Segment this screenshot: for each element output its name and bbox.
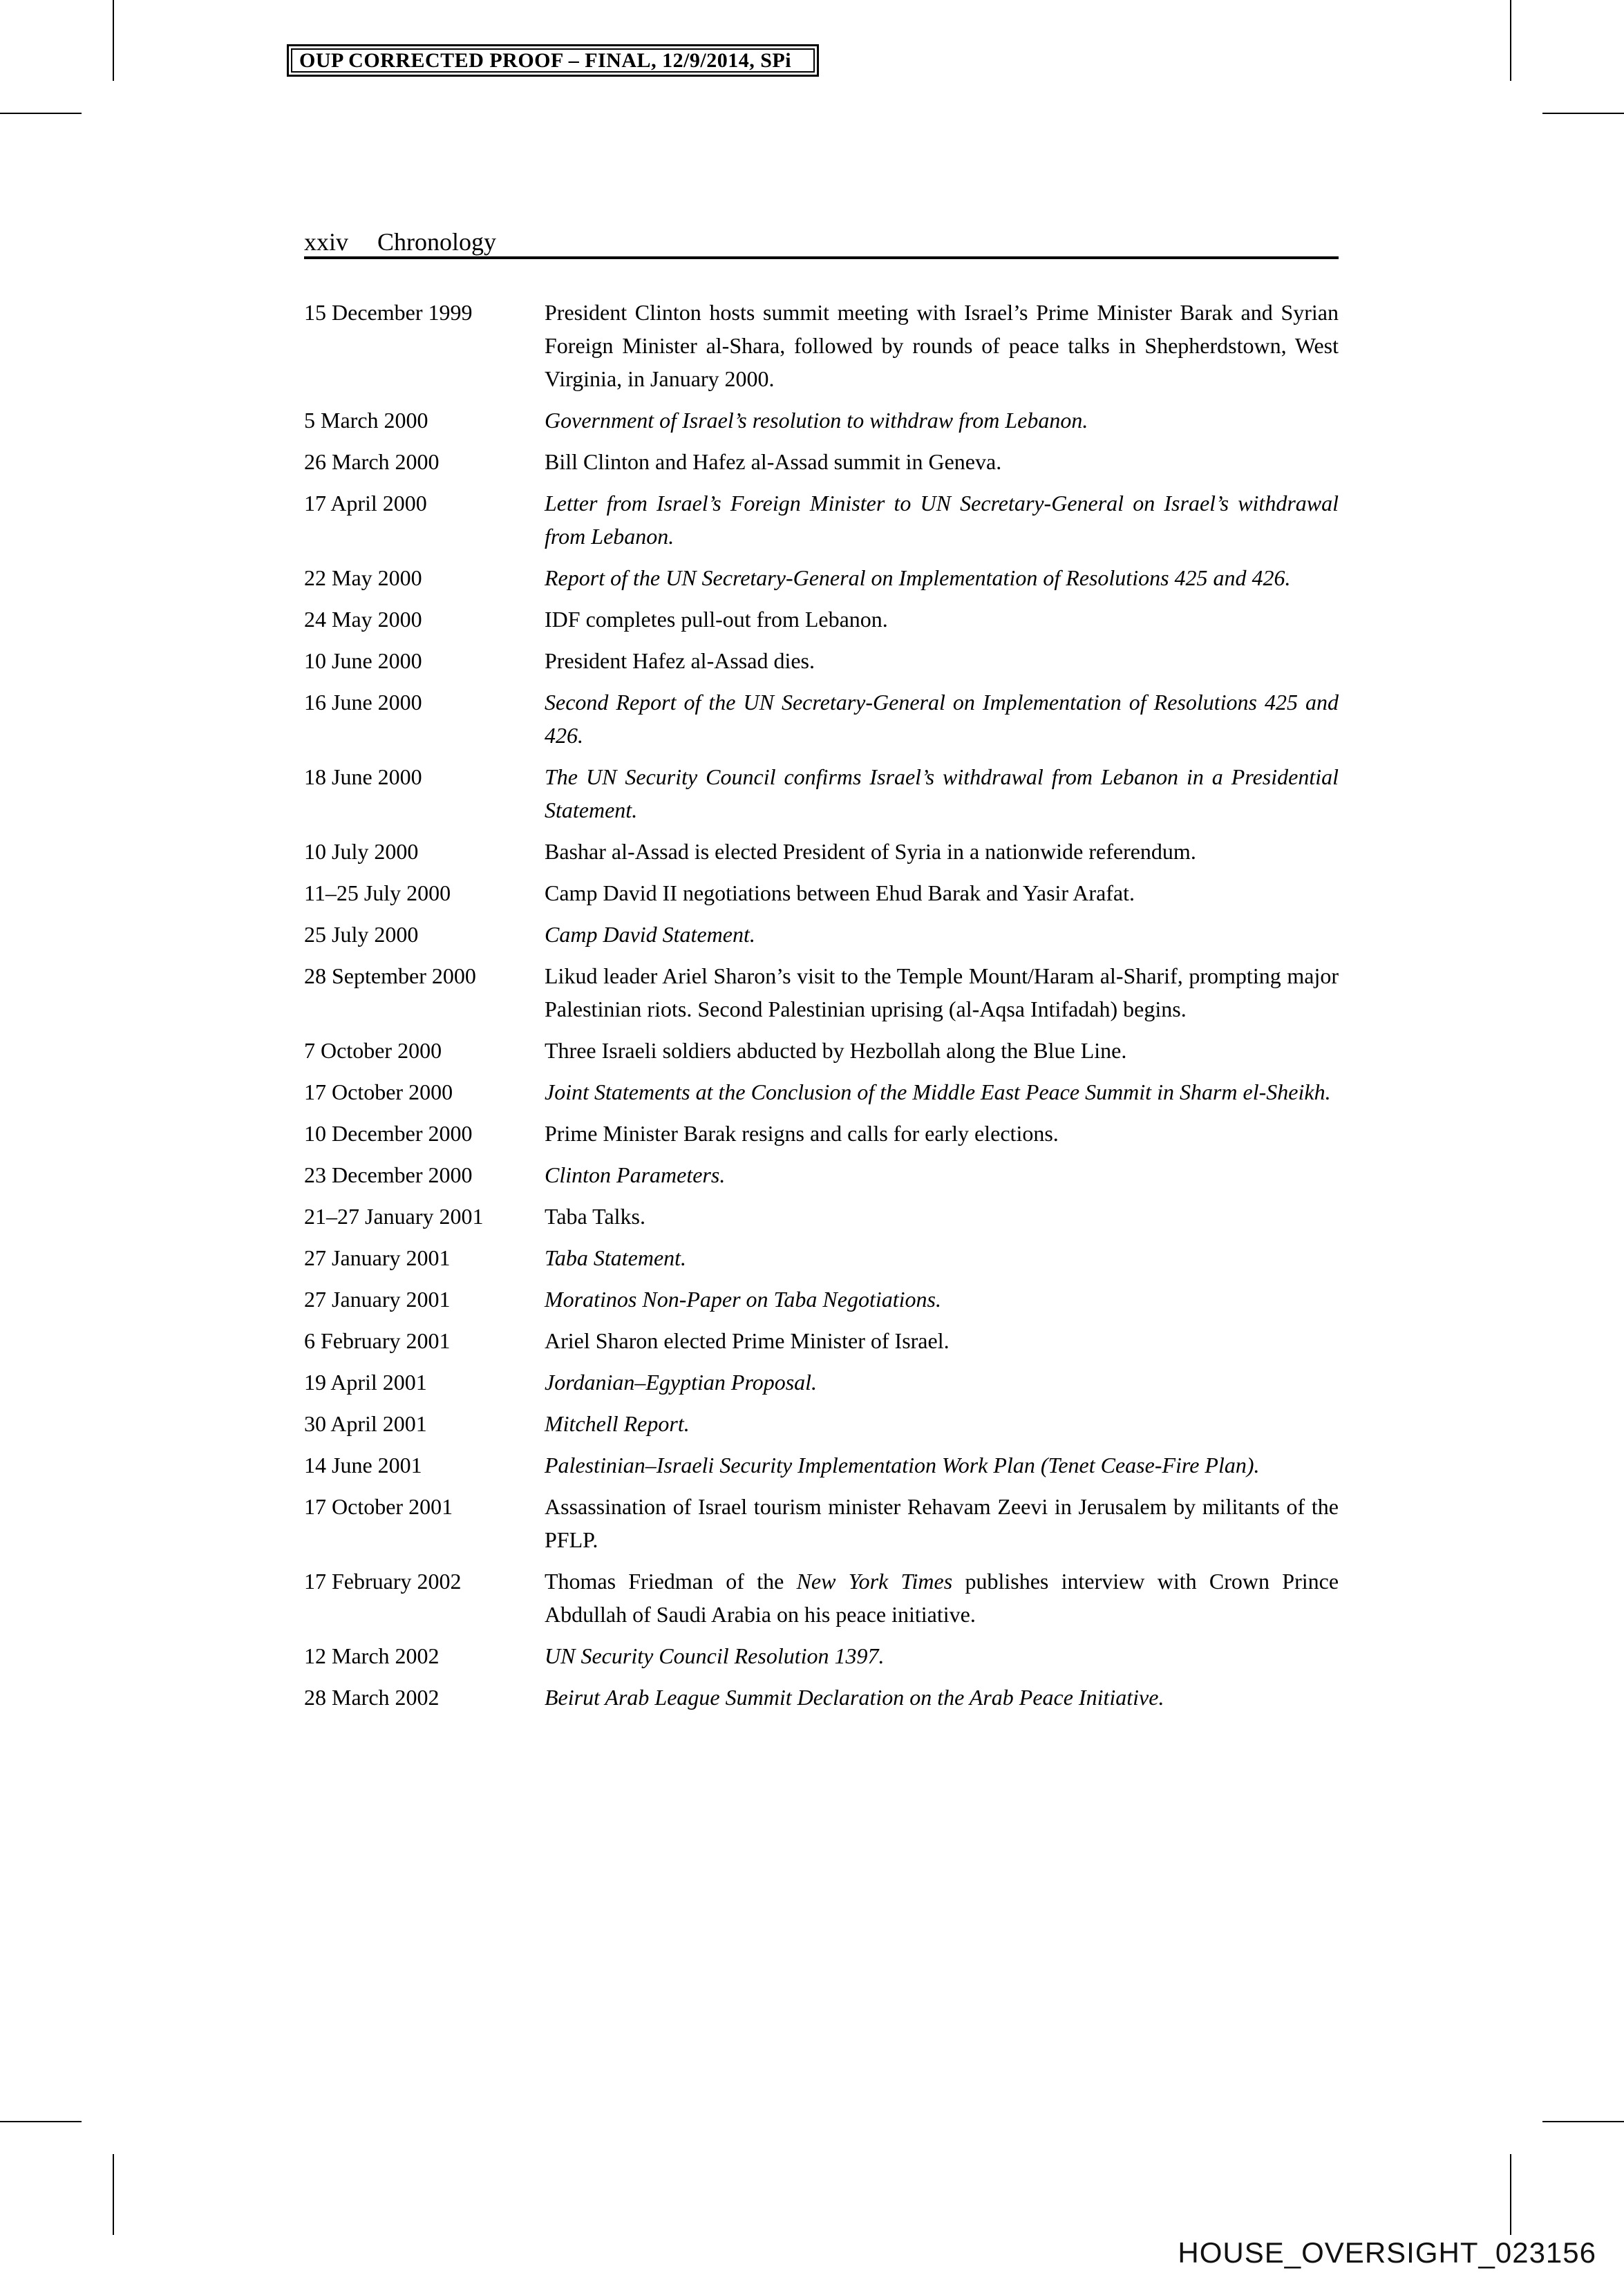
entry-date: 23 December 2000 [304,1162,473,1187]
entry-date: 10 July 2000 [304,839,419,864]
entry-date: 26 March 2000 [304,449,440,474]
chronology-entry [304,686,1339,752]
entry-description: Moratinos Non-Paper on Taba Negotiations. [545,1287,941,1312]
chronology-entry [304,1366,1339,1399]
running-head [304,228,496,256]
entry-description: Taba Statement. [545,1245,687,1270]
entry-date: 30 April 2001 [304,1411,427,1436]
chronology-entry [304,296,1339,395]
chronology-entry [304,644,1339,677]
proof-stamp-box [287,44,819,77]
crop-mark-top-right-horizontal [1542,113,1624,114]
crop-mark-top-right-vertical [1510,0,1511,81]
chronology-entry [304,1241,1339,1274]
entry-date: 10 June 2000 [304,648,422,673]
chronology-entry [304,1448,1339,1482]
chronology-entry [304,760,1339,827]
entry-description: Bill Clinton and Hafez al-Assad summit in Geneva. [545,449,1002,474]
entry-description: Assassination of Israel tourism minister Rehavam Zeevi in Jerusalem by militants of the PFLP. [545,1494,1339,1552]
entry-date: 18 June 2000 [304,764,422,789]
crop-mark-bottom-right-vertical [1510,2154,1511,2235]
entry-date: 14 June 2001 [304,1453,422,1478]
crop-mark-bottom-left-vertical [113,2154,114,2235]
chronology-entry [304,1565,1339,1631]
entry-date: 27 January 2001 [304,1287,451,1312]
proof-stamp-text: OUP CORRECTED PROOF – FINAL, 12/9/2014, SPi [291,48,815,73]
entry-description: Three Israeli soldiers abducted by Hezbollah along the Blue Line. [545,1038,1127,1063]
entry-description: Letter from Israel’s Foreign Minister to UN Secretary-General on Israel’s withdrawal from Lebanon. [545,491,1339,549]
chronology-entry [304,1075,1339,1108]
entry-description: Likud leader Ariel Sharon’s visit to the Temple Mount/Haram al-Sharif, prompting major Palestinian riots. Second Palestinian uprising (al-Aqsa Intifadah) begins. [545,963,1339,1021]
entry-description: Taba Talks. [545,1204,645,1229]
entry-description: Thomas Friedman of the New York Times publishes interview with Crown Prince Abdullah of Saudi Arabia on his peace initiative. [545,1569,1339,1627]
entry-description: Prime Minister Barak resigns and calls for early elections. [545,1121,1059,1146]
entry-description: IDF completes pull-out from Lebanon. [545,607,888,632]
entry-date: 25 July 2000 [304,922,419,947]
entry-date: 17 April 2000 [304,491,427,516]
chronology-entry [304,959,1339,1026]
chronology-entry [304,918,1339,951]
entry-date: 10 December 2000 [304,1121,473,1146]
chronology-entry [304,1283,1339,1316]
chronology-entry [304,1490,1339,1556]
chronology-entry [304,445,1339,478]
entry-date: 12 March 2002 [304,1643,440,1668]
chronology-entry [304,1681,1339,1714]
entry-date: 27 January 2001 [304,1245,451,1270]
entry-description: Mitchell Report. [545,1411,690,1436]
chronology-entry [304,603,1339,636]
entry-description: Camp David II negotiations between Ehud Barak and Yasir Arafat. [545,880,1135,905]
chronology-entry [304,1034,1339,1067]
chronology-entry [304,876,1339,909]
crop-mark-bottom-right-horizontal [1542,2121,1624,2122]
running-head-rule [304,256,1339,259]
entry-date: 16 June 2000 [304,690,422,715]
entry-description: Jordanian–Egyptian Proposal. [545,1370,818,1395]
entry-date: 28 March 2002 [304,1685,440,1710]
entry-description: Second Report of the UN Secretary-General on Implementation of Resolutions 425 and 426. [545,690,1339,748]
entry-description: President Clinton hosts summit meeting with Israel’s Prime Minister Barak and Syrian Foreign Minister al-Shara, followed by rounds of peace talks in Shepherdstown, West Virginia, in January 2000. [545,300,1339,391]
bates-number-watermark: HOUSE_OVERSIGHT_023156 [1178,2236,1596,2269]
crop-mark-top-left-vertical [113,0,114,81]
entry-description: Ariel Sharon elected Prime Minister of Israel. [545,1328,950,1353]
crop-mark-bottom-left-horizontal [0,2121,82,2122]
chronology-entry [304,1407,1339,1440]
chronology-entry [304,1324,1339,1357]
entry-description: Beirut Arab League Summit Declaration on the Arab Peace Initiative. [545,1685,1164,1710]
entry-date: 21–27 January 2001 [304,1204,484,1229]
entry-description: UN Security Council Resolution 1397. [545,1643,885,1668]
entry-description: Government of Israel’s resolution to withdraw from Lebanon. [545,408,1088,433]
entry-date: 5 March 2000 [304,408,428,433]
entry-date: 22 May 2000 [304,565,422,590]
entry-date: 17 February 2002 [304,1569,462,1594]
entry-date: 11–25 July 2000 [304,880,451,905]
entry-description: President Hafez al-Assad dies. [545,648,815,673]
entry-description: Report of the UN Secretary-General on Implementation of Resolutions 425 and 426. [545,565,1291,590]
chronology-entry [304,487,1339,553]
entry-description: The UN Security Council confirms Israel’s withdrawal from Lebanon in a Presidential Statement. [545,764,1339,822]
chronology-entry [304,1117,1339,1150]
chronology-entry [304,1639,1339,1672]
entry-description: Palestinian–Israeli Security Implementation Work Plan (Tenet Cease-Fire Plan). [545,1453,1260,1478]
entry-description: Clinton Parameters. [545,1162,726,1187]
entry-description: Camp David Statement. [545,922,755,947]
entry-date: 19 April 2001 [304,1370,427,1395]
chronology-entry [304,1158,1339,1191]
entry-date: 6 February 2001 [304,1328,451,1353]
crop-mark-top-left-horizontal [0,113,82,114]
entry-date: 15 December 1999 [304,300,473,325]
chronology-entry [304,835,1339,868]
entry-description: Bashar al-Assad is elected President of Syria in a nationwide referendum. [545,839,1196,864]
chronology-entry [304,404,1339,437]
entry-description: Joint Statements at the Conclusion of the Middle East Peace Summit in Sharm el-Sheikh. [545,1079,1331,1104]
page-number: xxiv [304,228,349,256]
chronology-entry [304,1200,1339,1233]
entry-date: 24 May 2000 [304,607,422,632]
entry-date: 28 September 2000 [304,963,476,988]
entry-date: 17 October 2001 [304,1494,453,1519]
page-title: Chronology [377,228,497,256]
chronology-entry [304,561,1339,594]
chronology-list [304,296,1339,1722]
entry-date: 17 October 2000 [304,1079,453,1104]
entry-date: 7 October 2000 [304,1038,442,1063]
